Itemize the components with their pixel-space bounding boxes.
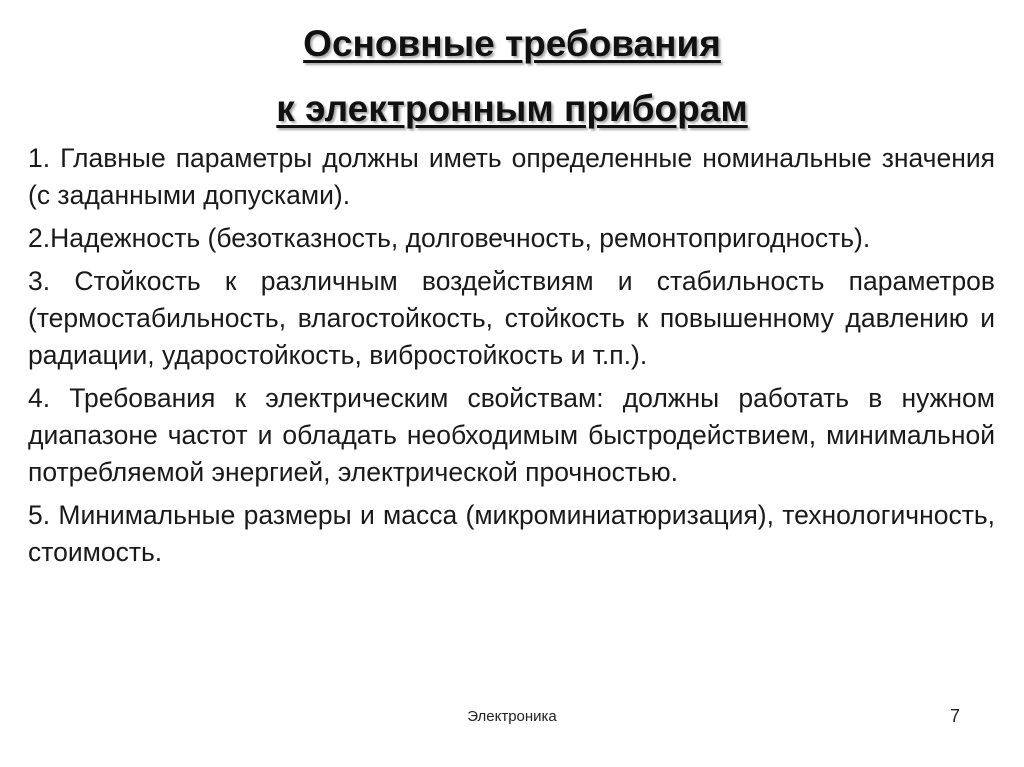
page-number: 7 [950, 706, 961, 726]
requirement-item-2: 2.Надежность (безотказность, долговечность, ремонтопригодность). [28, 223, 871, 253]
slide-title-line-1: Основные требования [303, 23, 721, 64]
slide-title-line-2: к электронным приборам [276, 88, 748, 129]
requirement-item-4: 4. Требования к электрическим свойствам: должны работать в нужном диапазоне частот и обладать необходимым быстродействием, минимальной потребляемой энергией, электрической прочностью. [28, 383, 995, 487]
requirement-item-5: 5. Минимальные размеры и масса (микроминиатюризация), технологичность, стоимость. [28, 500, 995, 567]
footer-label: Электроника [467, 708, 557, 725]
requirements-list [28, 140, 995, 571]
requirement-item-1: 1. Главные параметры должны иметь определенные номинальные значения (с заданными допусками). [28, 143, 995, 210]
requirement-item-3: 3. Стойкость к различным воздействиям и стабильность параметров (термостабильность, влагостойкость, стойкость к повышенному давлению и радиации, ударостойкость, вибростойкость и т.п.). [28, 266, 995, 370]
